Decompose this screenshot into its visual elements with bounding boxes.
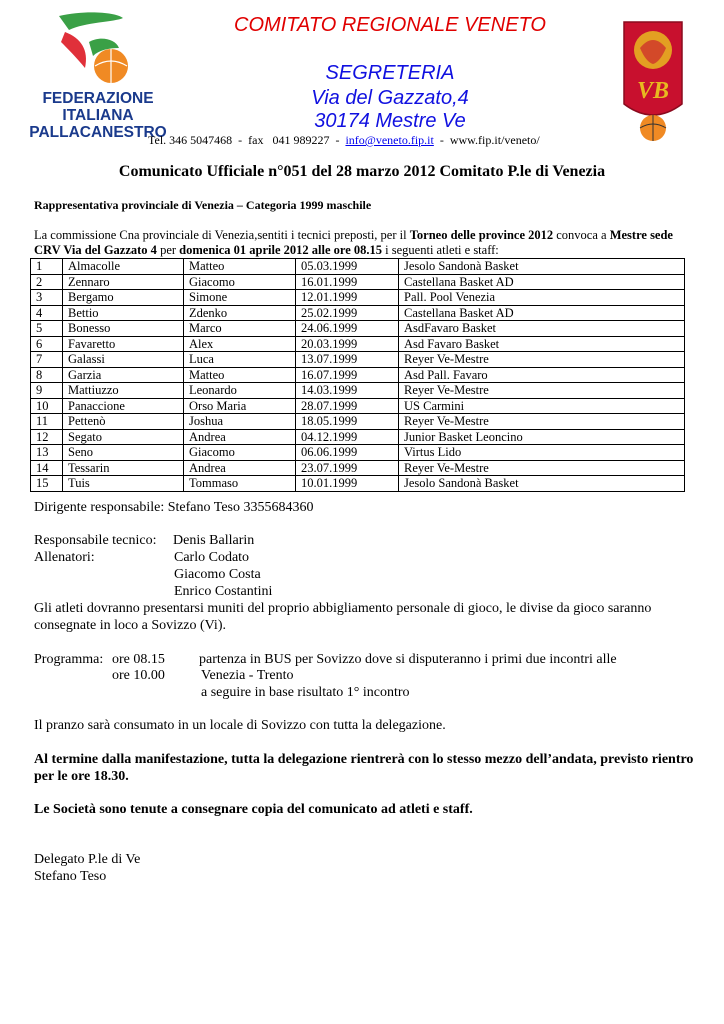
table-row [31,336,685,352]
cell-birthdate: 25.02.1999 [296,305,399,321]
cell-number: 8 [31,367,63,383]
cell-surname: Bergamo [63,290,184,306]
programma-desc-2: Venezia - Trento [201,668,294,683]
cell-number: 4 [31,305,63,321]
cell-surname: Bettio [63,305,184,321]
cell-name: Leonardo [184,383,296,399]
programma-label: Programma: [34,652,104,667]
cell-club: Junior Basket Leoncino [399,429,685,445]
cell-name: Tommaso [184,476,296,492]
table-row [31,460,685,476]
cell-birthdate: 24.06.1999 [296,321,399,337]
email-link[interactable]: info@veneto.fip.it [345,133,434,147]
cell-club: Jesolo Sandonà Basket [399,259,685,275]
cell-name: Andrea [184,429,296,445]
intro-text-1: La commissione Cna provinciale di Venezia,sentiti i tecnici preposti, per il [34,228,410,242]
vb-badge-text: VB [636,78,670,104]
intro-paragraph [34,228,694,258]
cell-number: 2 [31,274,63,290]
header-address1: Via del Gazzato,4 [311,87,469,109]
resp-tecnico-name: Denis Ballarin [173,533,255,548]
page-title: Comunicato Ufficiale n°051 del 28 marzo 2012 Comitato P.le di Venezia [118,163,606,180]
cell-number: 5 [31,321,63,337]
table-row [31,476,685,492]
cell-club: Virtus Lido [399,445,685,461]
cell-birthdate: 04.12.1999 [296,429,399,445]
table-row [31,352,685,368]
cell-number: 1 [31,259,63,275]
table-row [31,383,685,399]
table-row [31,445,685,461]
resp-tecnico-label: Responsabile tecnico: [34,533,157,548]
fip-logo-line1: FEDERAZIONE [42,90,154,107]
cell-club: Pall. Pool Venezia [399,290,685,306]
cell-club: AsdFavaro Basket [399,321,685,337]
cell-birthdate: 23.07.1999 [296,460,399,476]
contact-line [148,133,540,148]
cell-club: Reyer Ve-Mestre [399,414,685,430]
cell-birthdate: 05.03.1999 [296,259,399,275]
cell-name: Matteo [184,259,296,275]
cell-name: Matteo [184,367,296,383]
cell-birthdate: 14.03.1999 [296,383,399,399]
dirigente-line: Dirigente responsabile: Stefano Teso 3355684360 [34,500,314,515]
cell-birthdate: 12.01.1999 [296,290,399,306]
intro-text-3: per [156,243,180,257]
cell-surname: Tessarin [63,460,184,476]
fip-logo [29,8,167,148]
intro-text-4: i seguenti atleti e staff: [382,243,499,257]
cell-name: Luca [184,352,296,368]
cell-number: 7 [31,352,63,368]
table-row [31,398,685,414]
cell-club: Castellana Basket AD [399,274,685,290]
cell-number: 12 [31,429,63,445]
cell-name: Giacomo [184,445,296,461]
cell-club: Asd Favaro Basket [399,336,685,352]
programma-time-2: ore 10.00 [112,668,165,683]
cell-birthdate: 18.05.1999 [296,414,399,430]
fip-logo-line2: ITALIANA [62,107,134,124]
cell-number: 6 [31,336,63,352]
table-row [31,429,685,445]
programma-desc-1: partenza in BUS per Sovizzo dove si disputeranno i primi due incontri alle [199,652,617,667]
cell-birthdate: 10.01.1999 [296,476,399,492]
table-row [31,305,685,321]
cell-club: Asd Pall. Favaro [399,367,685,383]
roster-table [30,258,685,492]
cell-surname: Zennaro [63,274,184,290]
header-dept: SEGRETERIA [325,62,455,84]
cell-surname: Seno [63,445,184,461]
cell-name: Zdenko [184,305,296,321]
table-row [31,290,685,306]
header-title: COMITATO REGIONALE VENETO [234,14,546,36]
cell-surname: Segato [63,429,184,445]
rientro-note: Al termine dalla manifestazione, tutta la delegazione rientrerà con lo stesso mezzo dell’andata, previsto rientro per le ore 18.30. [34,752,694,784]
header-address2: 30174 Mestre Ve [314,110,466,132]
table-row [31,274,685,290]
pranzo-note: Il pranzo sarà consumato in un locale di Sovizzo con tutta la delegazione. [34,718,446,733]
intro-date: domenica 01 aprile 2012 alle ore 08.15 [179,243,383,257]
cell-birthdate: 20.03.1999 [296,336,399,352]
cell-birthdate: 13.07.1999 [296,352,399,368]
fip-logo-line3: PALLACANESTRO [29,124,167,141]
intro-venue: Mestre sede CRV Via del Gazzato 4 [34,228,673,257]
signature-name: Stefano Teso [34,869,107,884]
cell-club: Reyer Ve-Mestre [399,383,685,399]
cell-birthdate: 16.07.1999 [296,367,399,383]
coach-1: Carlo Codato [174,550,250,565]
cell-surname: Favaretto [63,336,184,352]
cell-name: Alex [184,336,296,352]
cell-surname: Garzia [63,367,184,383]
cell-number: 10 [31,398,63,414]
roster-body [31,259,685,492]
table-row [31,321,685,337]
cell-surname: Bonesso [63,321,184,337]
contact-website: - www.fip.it/veneto/ [433,133,540,147]
cell-surname: Pettenò [63,414,184,430]
cell-name: Giacomo [184,274,296,290]
table-row [31,414,685,430]
table-row [31,367,685,383]
cell-number: 14 [31,460,63,476]
cell-club: US Carmini [399,398,685,414]
intro-tournament: Torneo delle province 2012 [409,228,554,242]
cell-birthdate: 16.01.1999 [296,274,399,290]
coach-2: Giacomo Costa [174,567,261,582]
cell-birthdate: 28.07.1999 [296,398,399,414]
cell-surname: Mattiuzzo [63,383,184,399]
cell-club: Castellana Basket AD [399,305,685,321]
cell-number: 3 [31,290,63,306]
cell-surname: Galassi [63,352,184,368]
cell-name: Andrea [184,460,296,476]
cell-number: 11 [31,414,63,430]
coach-3: Enrico Costantini [174,584,273,599]
cell-surname: Almacolle [63,259,184,275]
societa-note: Le Società sono tenute a consegnare copia del comunicato ad atleti e staff. [34,802,473,817]
cell-name: Simone [184,290,296,306]
fip-logo-icon [29,8,167,148]
lion-badge-icon [620,18,686,143]
note-abbigliamento: Gli atleti dovranno presentarsi muniti del proprio abbigliamento personale di gioco, le divise da gioco saranno consegnate in loco a Sovizzo (Vi). [34,601,652,633]
cell-surname: Panaccione [63,398,184,414]
table-row [31,259,685,275]
cell-name: Orso Maria [184,398,296,414]
cell-birthdate: 06.06.1999 [296,445,399,461]
cell-surname: Tuis [63,476,184,492]
signature-role: Delegato P.le di Ve [34,852,141,867]
cell-club: Reyer Ve-Mestre [399,460,685,476]
cell-name: Marco [184,321,296,337]
vb-badge-logo [620,18,686,143]
intro-text-2: convoca a [553,228,610,242]
programma-time-1: ore 08.15 [112,652,165,667]
contact-phone-fax: Tel. 346 5047468 - fax 041 989227 - [148,133,346,147]
cell-number: 13 [31,445,63,461]
cell-number: 15 [31,476,63,492]
programma-desc-3: a seguire in base risultato 1° incontro [201,685,410,700]
cell-club: Jesolo Sandonà Basket [399,476,685,492]
allenatori-label: Allenatori: [34,550,95,565]
cell-number: 9 [31,383,63,399]
cell-club: Reyer Ve-Mestre [399,352,685,368]
cell-name: Joshua [184,414,296,430]
subtitle: Rappresentativa provinciale di Venezia – Categoria 1999 maschile [34,198,372,212]
